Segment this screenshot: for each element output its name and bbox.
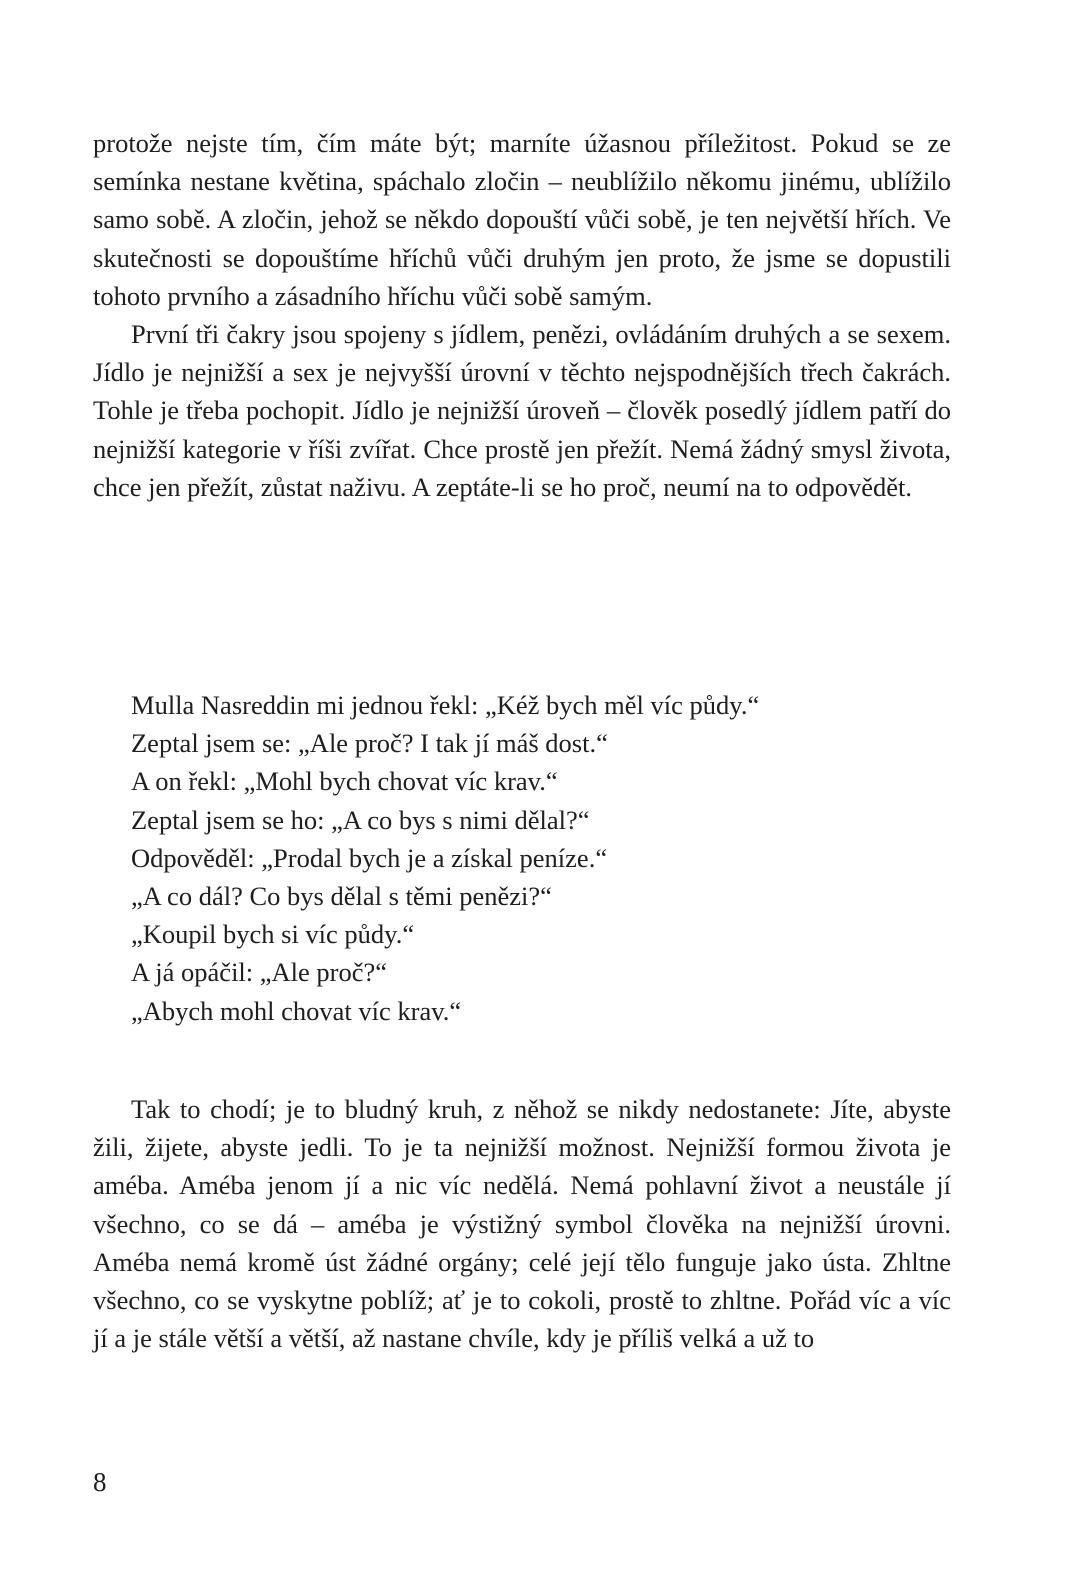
paragraph-chakras: První tři čakry jsou spojeny s jídlem, penězi, ovládáním druhých a se sexem. Jídlo je nejnižší a sex je nejvyšší úrovní v těchto nejspodnějších třech čakrách. Tohle je třeba pochopit. Jídlo je nejnižší úroveň – člověk posedlý jídlem patří do nejnižší kategorie v říši zvířat. Chce prostě jen přežít. Nemá žádný smysl života, chce jen přežít, zůstat naživu. A zeptáte-li se ho proč, neumí na to odpovědět. <box>93 319 951 502</box>
dialogue-line: Zeptal jsem se ho: „A co bys s nimi dělal?“ <box>131 804 590 835</box>
paragraph-continuation: protože nejste tím, čím máte být; marníte úžasnou příležitost. Pokud se ze semínka nestane květina, spáchalo zločin – neublížilo někomu jinému, ublížilo samo sobě. A zločin, jehož se někdo dopouští vůči sobě, je ten největší hřích. Ve skutečnosti se dopouštíme hříchů vůči druhým jen proto, že jsme se dopustili tohoto prvního a zásadního hříchu vůči sobě samým. <box>93 128 951 311</box>
dialogue-line: A on řekl: „Mohl bych chovat víc krav.“ <box>131 766 558 797</box>
paragraph-vicious-circle: Tak to chodí; je to bludný kruh, z něhož se nikdy nedostanete: Jíte, abyste žili, žijete, abyste jedli. To je ta nejnižší možnost. Nejnižší formou života je améba. Améba jenom jí a nic víc nedělá. Nemá pohlavní život a neustále jí všechno, co se dá – améba je výstižný symbol člověka na nejnižší úrovni. Améba nemá kromě úst žádné orgány; celé její tělo funguje jako ústa. Zhltne všechno, co se vyskytne poblíž; ať je to cokoli, prostě to zhltne. Pořád víc a víc jí a je stále větší a větší, až nastane chvíle, kdy je příliš velká a už to <box>93 1094 951 1354</box>
dialogue-block <box>131 686 951 1030</box>
dialogue-line: A já opáčil: „Ale proč?“ <box>131 957 388 988</box>
dialogue-line: „Koupil bych si víc půdy.“ <box>131 919 415 950</box>
dialogue-line: Zeptal jsem se: „Ale proč? I tak jí máš dost.“ <box>131 728 608 759</box>
dialogue-line: „Abych mohl chovat víc krav.“ <box>131 995 462 1026</box>
lower-text-block <box>93 1090 951 1357</box>
dialogue-line: Odpověděl: „Prodal bych je a získal peníze.“ <box>131 842 608 873</box>
upper-text-block <box>93 124 951 506</box>
dialogue-line: „A co dál? Co bys dělal s těmi penězi?“ <box>131 881 552 912</box>
page-number: 8 <box>93 1467 107 1497</box>
dialogue-line: Mulla Nasreddin mi jednou řekl: „Kéž bych měl víc půdy.“ <box>131 690 760 720</box>
